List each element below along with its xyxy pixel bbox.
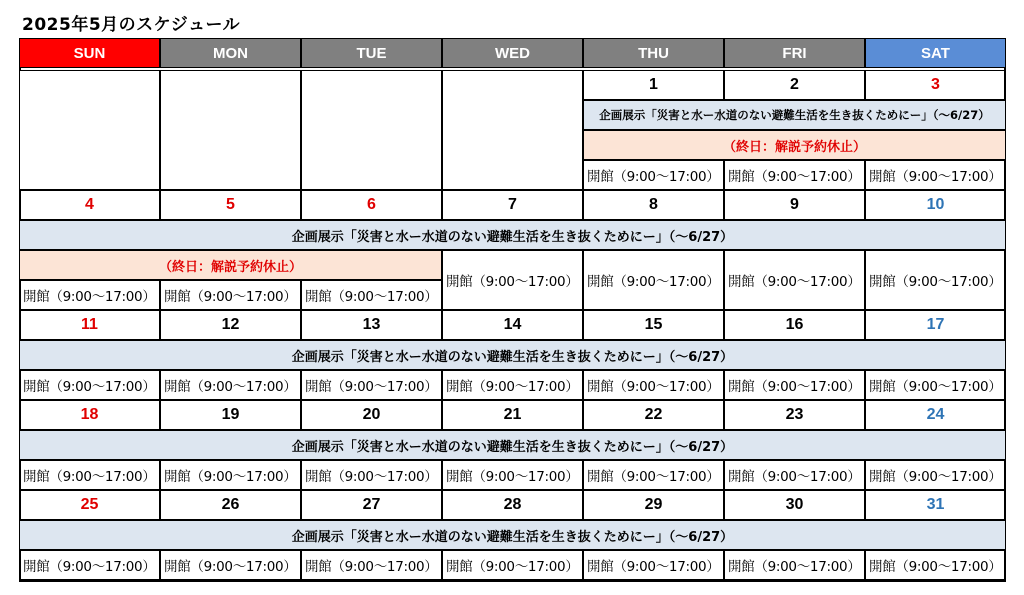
exhibition-banner: 企画展示「災害と水ー水道のない避難生活を生き抜くためにー」（～6/27） [19, 520, 1006, 550]
opening-hours: 開館（9:00～17:00） [442, 550, 583, 580]
opening-hours: 開館（9:00～17:00） [724, 460, 865, 490]
opening-hours: 開館（9:00～17:00） [19, 280, 160, 310]
date-3: 3 [865, 70, 1006, 100]
date-26: 26 [160, 490, 301, 520]
opening-hours: 開館（9:00～17:00） [865, 550, 1006, 580]
date-30: 30 [724, 490, 865, 520]
opening-hours: 開館（9:00～17:00） [301, 460, 442, 490]
date-11: 11 [19, 310, 160, 340]
calendar-grid [19, 38, 1006, 582]
date-8: 8 [583, 190, 724, 220]
weekday-header-sun: SUN [19, 38, 160, 68]
opening-hours: 開館（9:00～17:00） [442, 460, 583, 490]
opening-hours: 開館（9:00～17:00） [865, 250, 1006, 310]
exhibition-banner: 企画展示「災害と水ー水道のない避難生活を生き抜くためにー」（～6/27） [19, 430, 1006, 460]
opening-hours: 開館（9:00～17:00） [724, 250, 865, 310]
opening-hours: 開館（9:00～17:00） [724, 550, 865, 580]
date-23: 23 [724, 400, 865, 430]
opening-hours: 開館（9:00～17:00） [442, 370, 583, 400]
weekday-header-mon: MON [160, 38, 301, 68]
page-title: 2025年5月のスケジュール [22, 15, 241, 35]
date-4: 4 [19, 190, 160, 220]
exhibition-banner: 企画展示「災害と水ー水道のない避難生活を生き抜くためにー」（～6/27） [19, 340, 1006, 370]
date-16: 16 [724, 310, 865, 340]
date-10: 10 [865, 190, 1006, 220]
weekday-header-thu: THU [583, 38, 724, 68]
date-19: 19 [160, 400, 301, 430]
empty-day-cell [19, 70, 160, 190]
date-13: 13 [301, 310, 442, 340]
date-17: 17 [865, 310, 1006, 340]
opening-hours: 開館（9:00～17:00） [724, 370, 865, 400]
weekday-header-sat: SAT [865, 38, 1006, 68]
opening-hours: 開館（9:00～17:00） [865, 160, 1006, 190]
date-28: 28 [442, 490, 583, 520]
opening-hours: 開館（9:00～17:00） [301, 370, 442, 400]
opening-hours: 開館（9:00～17:00） [865, 370, 1006, 400]
opening-hours: 開館（9:00～17:00） [19, 550, 160, 580]
opening-hours: 開館（9:00～17:00） [19, 460, 160, 490]
opening-hours: 開館（9:00～17:00） [583, 250, 724, 310]
opening-hours: 開館（9:00～17:00） [301, 280, 442, 310]
date-22: 22 [583, 400, 724, 430]
opening-hours: 開館（9:00～17:00） [19, 370, 160, 400]
opening-hours: 開館（9:00～17:00） [583, 160, 724, 190]
opening-hours: 開館（9:00～17:00） [583, 550, 724, 580]
opening-hours: 開館（9:00～17:00） [160, 550, 301, 580]
opening-hours: 開館（9:00～17:00） [160, 370, 301, 400]
notice-banner: （終日：解説予約休止） [583, 130, 1006, 160]
date-2: 2 [724, 70, 865, 100]
opening-hours: 開館（9:00～17:00） [724, 160, 865, 190]
date-21: 21 [442, 400, 583, 430]
empty-day-cell [160, 70, 301, 190]
date-27: 27 [301, 490, 442, 520]
opening-hours: 開館（9:00～17:00） [583, 460, 724, 490]
empty-day-cell [442, 70, 583, 190]
opening-hours: 開館（9:00～17:00） [442, 250, 583, 310]
exhibition-banner: 企画展示「災害と水ー水道のない避難生活を生き抜くためにー」（～6/27） [19, 220, 1006, 250]
opening-hours: 開館（9:00～17:00） [301, 550, 442, 580]
opening-hours: 開館（9:00～17:00） [583, 370, 724, 400]
date-9: 9 [724, 190, 865, 220]
empty-day-cell [301, 70, 442, 190]
date-29: 29 [583, 490, 724, 520]
date-14: 14 [442, 310, 583, 340]
date-20: 20 [301, 400, 442, 430]
weekday-header-wed: WED [442, 38, 583, 68]
opening-hours: 開館（9:00～17:00） [865, 460, 1006, 490]
date-24: 24 [865, 400, 1006, 430]
exhibition-banner: 企画展示「災害と水ー水道のない避難生活を生き抜くためにー」（～6/27） [583, 100, 1006, 130]
date-6: 6 [301, 190, 442, 220]
date-31: 31 [865, 490, 1006, 520]
date-1: 1 [583, 70, 724, 100]
weekday-header-fri: FRI [724, 38, 865, 68]
date-12: 12 [160, 310, 301, 340]
notice-banner: （終日：解説予約休止） [19, 250, 442, 280]
opening-hours: 開館（9:00～17:00） [160, 460, 301, 490]
date-25: 25 [19, 490, 160, 520]
date-18: 18 [19, 400, 160, 430]
date-7: 7 [442, 190, 583, 220]
opening-hours: 開館（9:00～17:00） [160, 280, 301, 310]
date-15: 15 [583, 310, 724, 340]
weekday-header-tue: TUE [301, 38, 442, 68]
date-5: 5 [160, 190, 301, 220]
